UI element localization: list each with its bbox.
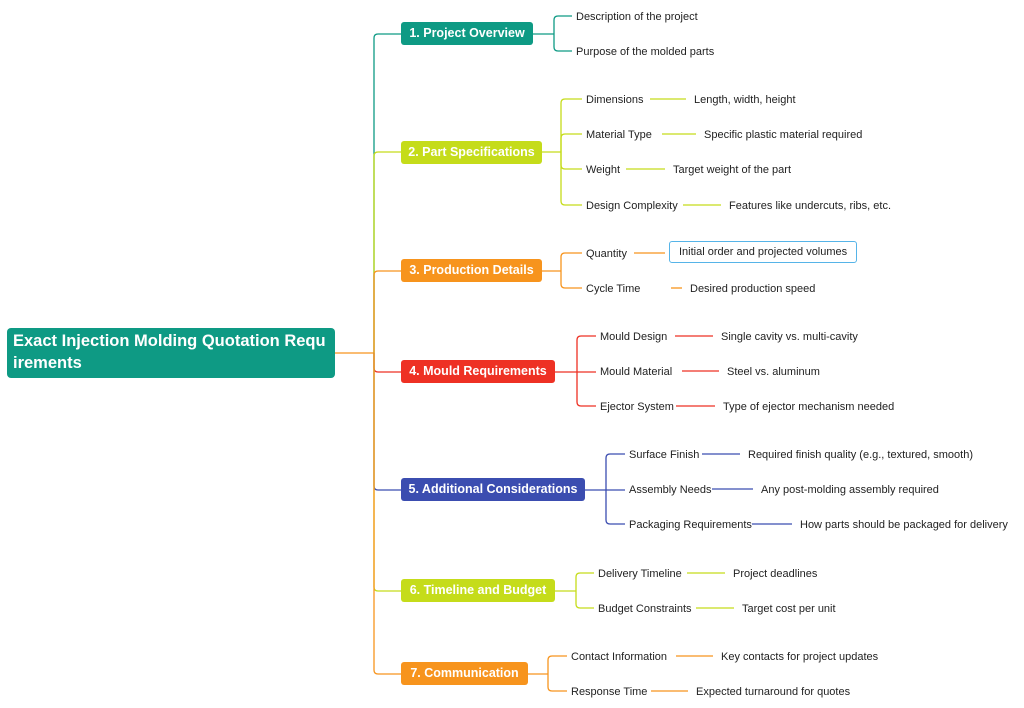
leaf-budget-constraints[interactable]: Budget Constraints xyxy=(598,603,692,615)
detail-assembly-needs: Any post-molding assembly required xyxy=(761,484,939,496)
leaf-connector xyxy=(548,674,567,691)
leaf-mould-design[interactable]: Mould Design xyxy=(600,331,668,343)
branch-connector xyxy=(374,353,401,674)
branch-additional-considerations[interactable]: 5. Additional Considerations xyxy=(401,478,585,501)
detail-ejector-system: Type of ejector mechanism needed xyxy=(723,401,895,413)
leaf-purpose[interactable]: Purpose of the molded parts xyxy=(576,46,715,58)
branch-production-details[interactable]: 3. Production Details xyxy=(401,259,542,282)
detail-packaging-requirements: How parts should be packaged for delivery xyxy=(800,519,1008,531)
leaf-connector xyxy=(606,490,625,524)
leaf-dimensions[interactable]: Dimensions xyxy=(586,94,644,106)
detail-weight: Target weight of the part xyxy=(673,164,792,176)
detail-mould-design: Single cavity vs. multi-cavity xyxy=(721,331,858,343)
branch-connector xyxy=(374,353,401,490)
detail-delivery-timeline: Project deadlines xyxy=(733,568,818,580)
branch-connector xyxy=(374,271,401,353)
branch-part-specifications[interactable]: 2. Part Specifications xyxy=(401,141,542,164)
leaf-connector xyxy=(561,253,582,271)
detail-contact-information: Key contacts for project updates xyxy=(721,651,879,663)
leaf-connector xyxy=(576,573,594,591)
detail-surface-finish: Required finish quality (e.g., textured, smooth) xyxy=(748,449,974,461)
detail-material-type: Specific plastic material required xyxy=(704,129,863,141)
leaf-connector xyxy=(554,16,572,34)
branch-connector xyxy=(374,34,401,353)
leaf-description[interactable]: Description of the project xyxy=(576,11,698,23)
leaf-connector xyxy=(548,656,567,674)
branch-communication[interactable]: 7. Communication xyxy=(401,662,528,685)
detail-quantity: Initial order and projected volumes xyxy=(669,241,857,263)
leaf-surface-finish[interactable]: Surface Finish xyxy=(629,449,700,461)
leaf-connector xyxy=(576,591,594,608)
leaf-mould-material[interactable]: Mould Material xyxy=(600,366,673,378)
leaf-ejector-system[interactable]: Ejector System xyxy=(600,401,674,413)
leaf-response-time[interactable]: Response Time xyxy=(571,686,648,698)
leaf-delivery-timeline[interactable]: Delivery Timeline xyxy=(598,568,682,580)
detail-dimensions: Length, width, height xyxy=(694,94,796,106)
branch-mould-requirements[interactable]: 4. Mould Requirements xyxy=(401,360,555,383)
leaf-weight[interactable]: Weight xyxy=(586,164,621,176)
leaf-connector xyxy=(577,336,596,372)
leaf-connector xyxy=(561,271,582,288)
leaf-connector xyxy=(606,454,625,490)
leaf-contact-information[interactable]: Contact Information xyxy=(571,651,667,663)
leaf-connector xyxy=(554,34,572,51)
leaf-packaging-requirements[interactable]: Packaging Requirements xyxy=(629,519,752,531)
leaf-connector xyxy=(577,372,596,406)
leaf-connector xyxy=(561,152,582,205)
leaf-connector xyxy=(561,152,582,169)
detail-response-time: Expected turnaround for quotes xyxy=(696,686,851,698)
detail-design-complexity: Features like undercuts, ribs, etc. xyxy=(729,200,892,212)
detail-mould-material: Steel vs. aluminum xyxy=(727,366,820,378)
leaf-connector xyxy=(561,134,582,152)
leaf-design-complexity[interactable]: Design Complexity xyxy=(586,200,678,212)
branch-connector xyxy=(374,353,401,591)
detail-budget-constraints: Target cost per unit xyxy=(742,603,836,615)
leaf-assembly-needs[interactable]: Assembly Needs xyxy=(629,484,712,496)
leaf-quantity[interactable]: Quantity xyxy=(586,248,627,260)
leaf-material-type[interactable]: Material Type xyxy=(586,129,652,141)
branch-project-overview[interactable]: 1. Project Overview xyxy=(401,22,533,45)
root-topic[interactable]: Exact Injection Molding Quotation Requirements xyxy=(7,328,335,378)
leaf-cycle-time[interactable]: Cycle Time xyxy=(586,283,641,295)
leaf-connector xyxy=(561,99,582,152)
branch-connector xyxy=(374,353,401,372)
detail-cycle-time: Desired production speed xyxy=(690,283,816,295)
branch-connector xyxy=(374,152,401,353)
branch-timeline-budget[interactable]: 6. Timeline and Budget xyxy=(401,579,555,602)
